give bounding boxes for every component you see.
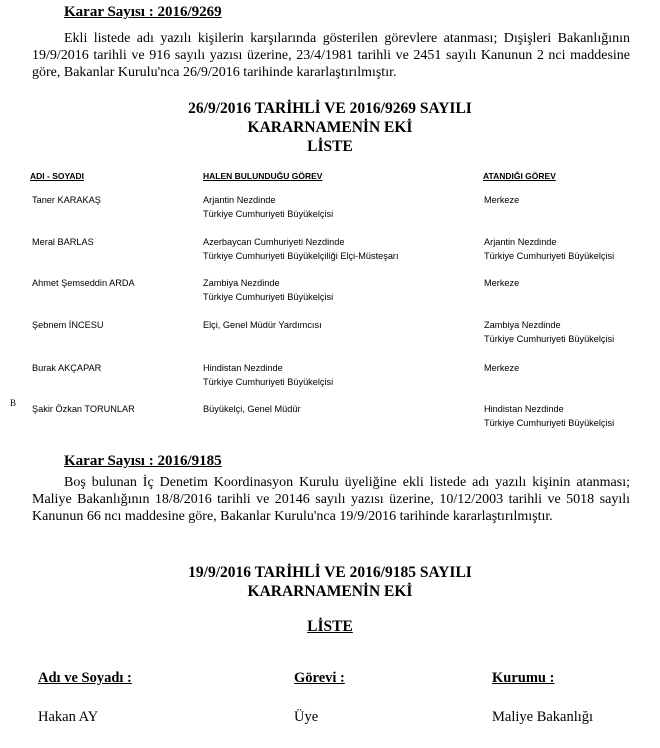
row-new <box>484 276 519 290</box>
row-new-line2: Türkiye Cumhuriyeti Büyükelçisi <box>484 334 615 344</box>
row-current-line2: Türkiye Cumhuriyeti Büyükelçiliği Elçi-Müsteşarı <box>203 251 399 261</box>
karar-sayisi-2: Karar Sayısı : 2016/9185 <box>64 453 222 469</box>
row-current-line1: Elçi, Genel Müdür Yardımcısı <box>203 320 322 330</box>
col-header-current: HALEN BULUNDUĞU GÖREV <box>203 171 323 181</box>
row-name: Taner KARAKAŞ <box>32 195 101 205</box>
row-new-line1: Merkeze <box>484 363 520 373</box>
table-row <box>32 193 101 207</box>
col-header-name: ADI - SOYADI <box>30 171 85 181</box>
row-current <box>203 193 333 221</box>
row-current <box>203 235 399 263</box>
col-header-kurumu: Kurumu : <box>492 670 555 686</box>
row-current-line1: Arjantin Nezdinde <box>203 195 276 205</box>
row-new-line1: Merkeze <box>484 278 520 288</box>
margin-mark: B <box>10 398 17 408</box>
decision-paragraph-1: Ekli listede adı yazılı kişilerin karşılarında gösterilen görevlere atanması; Dışişleri Bakanlığının 19/9/2016 tarihli ve 916 sayılı yazısı üzerine, 23/4/1981 tarihli ve 2451 sayılı Kanunun 2 nci maddesine göre, Bakanlar Kurulu'nca 26/9/2016 tarihinde kararlaştırılmıştır. <box>32 31 630 80</box>
row-current <box>203 361 333 389</box>
liste-title-2: LİSTE <box>307 618 353 635</box>
table-row <box>32 235 94 249</box>
table-row <box>32 276 135 290</box>
row-new <box>484 193 519 207</box>
col-header-adi-soyadi: Adı ve Soyadı : <box>38 670 132 686</box>
annex-heading-2-line1: 19/9/2016 TARİHLİ VE 2016/9185 SAYILI <box>188 564 472 581</box>
table-row <box>32 361 101 375</box>
row-name: Burak AKÇAPAR <box>32 363 102 373</box>
row-new <box>484 402 614 430</box>
karar-sayisi-1: Karar Sayısı : 2016/9269 <box>64 4 222 20</box>
appointee-name: Hakan AY <box>38 709 99 725</box>
row-current-line1: Büyükelçi, Genel Müdür <box>203 404 301 414</box>
annex-heading-1-line1: 26/9/2016 TARİHLİ VE 2016/9269 SAYILI <box>188 100 472 117</box>
row-current-line2: Türkiye Cumhuriyeti Büyükelçisi <box>203 209 334 219</box>
row-new <box>484 235 614 263</box>
table-row <box>32 318 104 332</box>
row-new <box>484 318 614 346</box>
row-current-line1: Zambiya Nezdinde <box>203 278 280 288</box>
annex-heading-1 <box>0 99 660 156</box>
row-current <box>203 276 333 304</box>
row-current-line1: Azerbaycan Cumhuriyeti Nezdinde <box>203 237 345 247</box>
col-header-gorevi: Görevi : <box>294 670 345 686</box>
annex-heading-1-line3: LİSTE <box>307 138 353 155</box>
row-new-line1: Zambiya Nezdinde <box>484 320 561 330</box>
row-current <box>203 402 301 416</box>
row-name: Ahmet Şemseddin ARDA <box>32 278 135 288</box>
row-current <box>203 318 322 332</box>
annex-heading-2-line2: KARARNAMENİN EKİ <box>247 583 413 600</box>
decision-paragraph-2: Boş bulunan İç Denetim Koordinasyon Kurulu üyeliğine ekli listede adı yazılı kişinin atanması; Maliye Bakanlığının 18/8/2016 tarihli ve 20146 sayılı yazısı üzerine, 10/12/2003 tarihli ve 5018 sayılı Kanunun 66 ncı maddesine göre, Bakanlar Kurulu'nca 19/9/2016 tarihinde kararlaştırılmıştır. <box>32 475 630 524</box>
annex-heading-1-line2: KARARNAMENİN EKİ <box>247 119 413 136</box>
appointee-role: Üye <box>294 709 319 725</box>
row-current-line1: Hindistan Nezdinde <box>203 363 283 373</box>
row-name: Meral BARLAS <box>32 237 94 247</box>
annex-heading-2 <box>0 563 660 601</box>
row-new-line2: Türkiye Cumhuriyeti Büyükelçisi <box>484 251 615 261</box>
table-row <box>32 402 135 416</box>
row-name: Şakir Özkan TORUNLAR <box>32 404 135 414</box>
row-current-line2: Türkiye Cumhuriyeti Büyükelçisi <box>203 377 334 387</box>
row-new-line1: Hindistan Nezdinde <box>484 404 564 414</box>
row-new-line2: Türkiye Cumhuriyeti Büyükelçisi <box>484 418 615 428</box>
row-name: Şebnem İNCESU <box>32 320 104 330</box>
appointee-institution: Maliye Bakanlığı <box>492 709 594 725</box>
col-header-new: ATANDIĞI GÖREV <box>483 171 556 181</box>
row-new-line1: Merkeze <box>484 195 520 205</box>
row-new <box>484 361 519 375</box>
row-current-line2: Türkiye Cumhuriyeti Büyükelçisi <box>203 292 334 302</box>
row-new-line1: Arjantin Nezdinde <box>484 237 557 247</box>
